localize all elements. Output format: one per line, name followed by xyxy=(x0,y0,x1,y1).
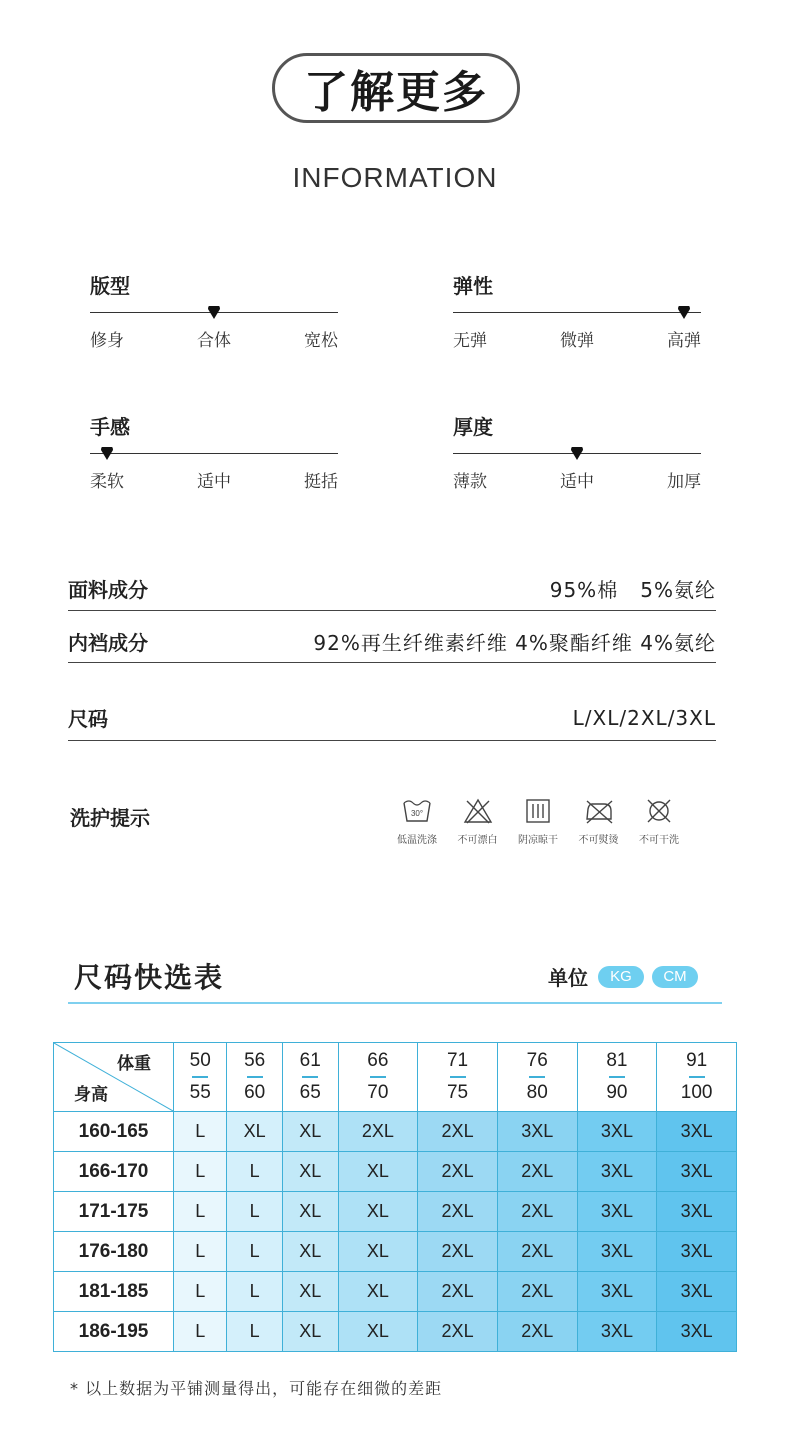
slider-title: 厚度 xyxy=(453,415,493,439)
height-cell: 166-170 xyxy=(54,1152,174,1192)
size-cell: 2XL xyxy=(497,1312,577,1352)
care-text: 低温洗涤 xyxy=(397,835,437,846)
slider-label: 合体 xyxy=(197,331,231,351)
unit-badge-kg: KG xyxy=(598,966,644,988)
table-corner-cell xyxy=(54,1043,174,1112)
size-cell: 2XL xyxy=(418,1272,498,1312)
size-cell: 3XL xyxy=(657,1312,737,1352)
weight-header: 91 100 xyxy=(657,1043,737,1112)
size-cell: XL xyxy=(282,1152,338,1192)
page-subtitle: INFORMATION xyxy=(292,162,498,193)
no-dry-clean-icon xyxy=(644,797,674,825)
slider-fit xyxy=(90,270,340,370)
slider-title: 手感 xyxy=(90,415,130,439)
size-cell: 3XL xyxy=(577,1192,657,1232)
care-item-iron xyxy=(570,797,628,846)
slider-marker-icon xyxy=(100,447,114,461)
weight-header: 56 60 xyxy=(227,1043,283,1112)
slider-label: 薄款 xyxy=(453,472,487,492)
slider-label: 柔软 xyxy=(90,472,124,492)
care-item-bleach xyxy=(449,797,507,846)
size-cell: L xyxy=(174,1232,227,1272)
slider-label: 宽松 xyxy=(304,331,338,351)
wash-30-icon xyxy=(402,797,432,825)
spec-label: 尺码 xyxy=(68,707,108,731)
table-row xyxy=(54,1152,737,1192)
spec-label: 面料成分 xyxy=(68,578,148,602)
care-icons xyxy=(388,797,688,846)
weight-header: 66 70 xyxy=(338,1043,418,1112)
no-bleach-icon xyxy=(463,797,493,825)
table-row xyxy=(54,1312,737,1352)
care-item-dry-clean xyxy=(630,797,688,846)
slider-hand-feel xyxy=(90,411,340,511)
care-item-wash xyxy=(388,797,446,846)
slider-label: 挺括 xyxy=(304,472,338,492)
spec-lining xyxy=(68,627,716,656)
size-cell: 3XL xyxy=(577,1272,657,1312)
size-cell: XL xyxy=(338,1232,418,1272)
slider-thickness xyxy=(453,411,703,511)
unit-label: 单位 xyxy=(548,966,588,990)
table-row xyxy=(54,1112,737,1152)
size-cell: 3XL xyxy=(577,1312,657,1352)
size-cell: L xyxy=(227,1192,283,1232)
svg-text:30°: 30° xyxy=(410,809,424,818)
divider xyxy=(68,662,716,663)
slider-label: 适中 xyxy=(197,472,231,492)
slider-label: 无弹 xyxy=(453,331,487,351)
height-cell: 181-185 xyxy=(54,1272,174,1312)
size-cell: L xyxy=(227,1152,283,1192)
size-cell: 3XL xyxy=(657,1272,737,1312)
size-cell: 2XL xyxy=(418,1192,498,1232)
spec-fabric xyxy=(68,574,716,603)
size-cell: L xyxy=(174,1152,227,1192)
slider-title: 弹性 xyxy=(453,274,493,298)
size-chart-title: 尺码快选表 xyxy=(74,961,225,994)
slider-title: 版型 xyxy=(90,274,130,298)
height-cell: 186-195 xyxy=(54,1312,174,1352)
slider-marker-icon xyxy=(677,306,691,320)
weight-header: 71 75 xyxy=(418,1043,498,1112)
weight-header: 61 65 xyxy=(282,1043,338,1112)
size-cell: 3XL xyxy=(577,1152,657,1192)
size-cell: 2XL xyxy=(338,1112,418,1152)
table-header-row xyxy=(54,1043,737,1112)
divider xyxy=(68,610,716,611)
corner-height-label: 身高 xyxy=(74,1085,108,1105)
unit-group xyxy=(548,962,706,991)
unit-badge-cm: CM xyxy=(652,966,698,988)
size-cell: XL xyxy=(338,1192,418,1232)
size-cell: 3XL xyxy=(657,1192,737,1232)
corner-weight-label: 体重 xyxy=(117,1054,151,1074)
size-cell: L xyxy=(174,1192,227,1232)
size-cell: 3XL xyxy=(497,1112,577,1152)
size-chart-underline xyxy=(68,1002,722,1004)
size-cell: L xyxy=(174,1312,227,1352)
size-cell: XL xyxy=(282,1312,338,1352)
size-cell: 2XL xyxy=(418,1152,498,1192)
height-cell: 160-165 xyxy=(54,1112,174,1152)
no-iron-icon xyxy=(584,797,614,825)
size-cell: L xyxy=(174,1112,227,1152)
size-cell: L xyxy=(227,1272,283,1312)
spec-value: L/XL/2XL/3XL xyxy=(572,705,716,730)
slider-label: 高弹 xyxy=(667,331,701,351)
care-label: 洗护提示 xyxy=(70,806,150,830)
slider-marker-icon xyxy=(570,447,584,461)
spec-value: 92%再生纤维素纤维 4%聚酯纤维 4%氨纶 xyxy=(313,631,716,655)
slider-marker-icon xyxy=(207,306,221,320)
slider-label: 微弹 xyxy=(560,331,594,351)
page-title: 了解更多 xyxy=(272,53,520,123)
care-text: 不可熨烫 xyxy=(578,835,619,846)
height-cell: 171-175 xyxy=(54,1192,174,1232)
slider-label: 适中 xyxy=(560,472,594,492)
size-cell: 3XL xyxy=(577,1232,657,1272)
slider-elasticity xyxy=(453,270,703,370)
size-cell: XL xyxy=(338,1312,418,1352)
table-row xyxy=(54,1192,737,1232)
size-cell: L xyxy=(174,1272,227,1312)
slider-track xyxy=(453,312,701,313)
spec-value: 95%棉 5%氨纶 xyxy=(549,578,716,602)
size-cell: XL xyxy=(338,1152,418,1192)
weight-header: 76 80 xyxy=(497,1043,577,1112)
size-cell: 2XL xyxy=(497,1272,577,1312)
size-cell: XL xyxy=(282,1192,338,1232)
size-cell: 2XL xyxy=(418,1232,498,1272)
care-text: 不可漂白 xyxy=(457,835,498,846)
size-cell: XL xyxy=(282,1272,338,1312)
care-item-dry xyxy=(509,797,567,846)
size-cell: 3XL xyxy=(657,1112,737,1152)
spec-size xyxy=(68,703,716,732)
size-cell: 2XL xyxy=(418,1312,498,1352)
size-cell: 2XL xyxy=(497,1152,577,1192)
size-cell: 2XL xyxy=(418,1112,498,1152)
divider xyxy=(68,740,716,741)
size-cell: XL xyxy=(282,1112,338,1152)
care-text: 阴凉晾干 xyxy=(518,835,558,846)
size-cell: 3XL xyxy=(657,1232,737,1272)
size-cell: 2XL xyxy=(497,1232,577,1272)
footnote: * 以上数据为平铺测量得出，可能存在细微的差距 xyxy=(70,1379,443,1398)
height-cell: 176-180 xyxy=(54,1232,174,1272)
size-cell: XL xyxy=(227,1112,283,1152)
size-chart-table xyxy=(53,1042,737,1352)
size-cell: XL xyxy=(338,1272,418,1312)
table-row xyxy=(54,1272,737,1312)
size-cell: 3XL xyxy=(577,1112,657,1152)
size-cell: XL xyxy=(282,1232,338,1272)
slider-track xyxy=(90,453,338,454)
size-cell: 2XL xyxy=(497,1192,577,1232)
weight-header: 81 90 xyxy=(577,1043,657,1112)
size-cell: 3XL xyxy=(657,1152,737,1192)
slider-label: 修身 xyxy=(90,331,124,351)
size-cell: L xyxy=(227,1312,283,1352)
shade-dry-icon xyxy=(523,797,553,825)
diagonal-line xyxy=(54,1043,173,1111)
spec-label: 内裆成分 xyxy=(68,631,148,655)
weight-header: 50 55 xyxy=(174,1043,227,1112)
size-cell: L xyxy=(227,1232,283,1272)
table-row xyxy=(54,1232,737,1272)
slider-label: 加厚 xyxy=(667,472,701,492)
care-text: 不可干洗 xyxy=(639,835,679,846)
